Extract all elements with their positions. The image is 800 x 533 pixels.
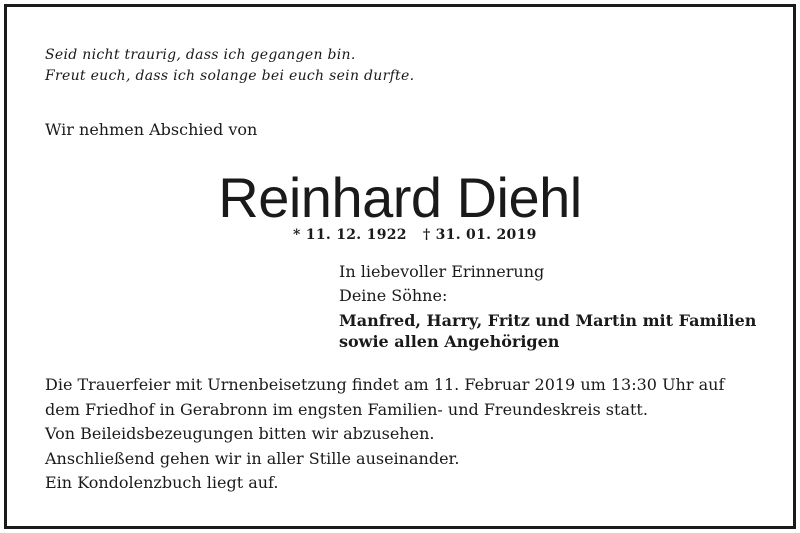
motto-quote bbox=[45, 45, 414, 87]
sons-line: Deine Söhne: bbox=[339, 286, 448, 305]
intro-text: Wir nehmen Abschied von bbox=[45, 120, 258, 139]
details-line-1: Die Trauerfeier mit Urnenbeisetzung findet am 11. Februar 2019 um 13:30 Uhr auf bbox=[45, 375, 725, 394]
details-line-2: dem Friedhof in Gerabronn im engsten Familien- und Freundeskreis statt. bbox=[45, 399, 648, 419]
mourner-names-line-1: Manfred, Harry, Fritz und Martin mit Familien bbox=[339, 311, 757, 330]
details-line-4: Anschließend gehen wir in aller Stille auseinander. bbox=[45, 448, 460, 468]
life-dates bbox=[293, 225, 537, 245]
birth-date: * 11. 12. 1922 bbox=[293, 227, 407, 243]
motto-line-1: Seid nicht traurig, dass ich gegangen bin. bbox=[45, 47, 356, 63]
motto-line-2: Freut euch, dass ich solange bei euch sein durfte. bbox=[45, 68, 415, 84]
details-line-5: Ein Kondolenzbuch liegt auf. bbox=[45, 473, 279, 492]
deceased-name: Reinhard Diehl bbox=[218, 166, 582, 229]
remembrance-line: In liebevoller Erinnerung bbox=[339, 262, 545, 281]
mourner-names-line-2: sowie allen Angehörigen bbox=[339, 332, 560, 351]
death-date: † 31. 01. 2019 bbox=[422, 227, 537, 243]
obituary-notice bbox=[4, 4, 796, 529]
mourner-names bbox=[339, 310, 756, 352]
funeral-details bbox=[45, 373, 724, 496]
details-line-3: Von Beileidsbezeugungen bitten wir abzusehen. bbox=[45, 424, 435, 443]
mourners-block bbox=[339, 260, 756, 352]
